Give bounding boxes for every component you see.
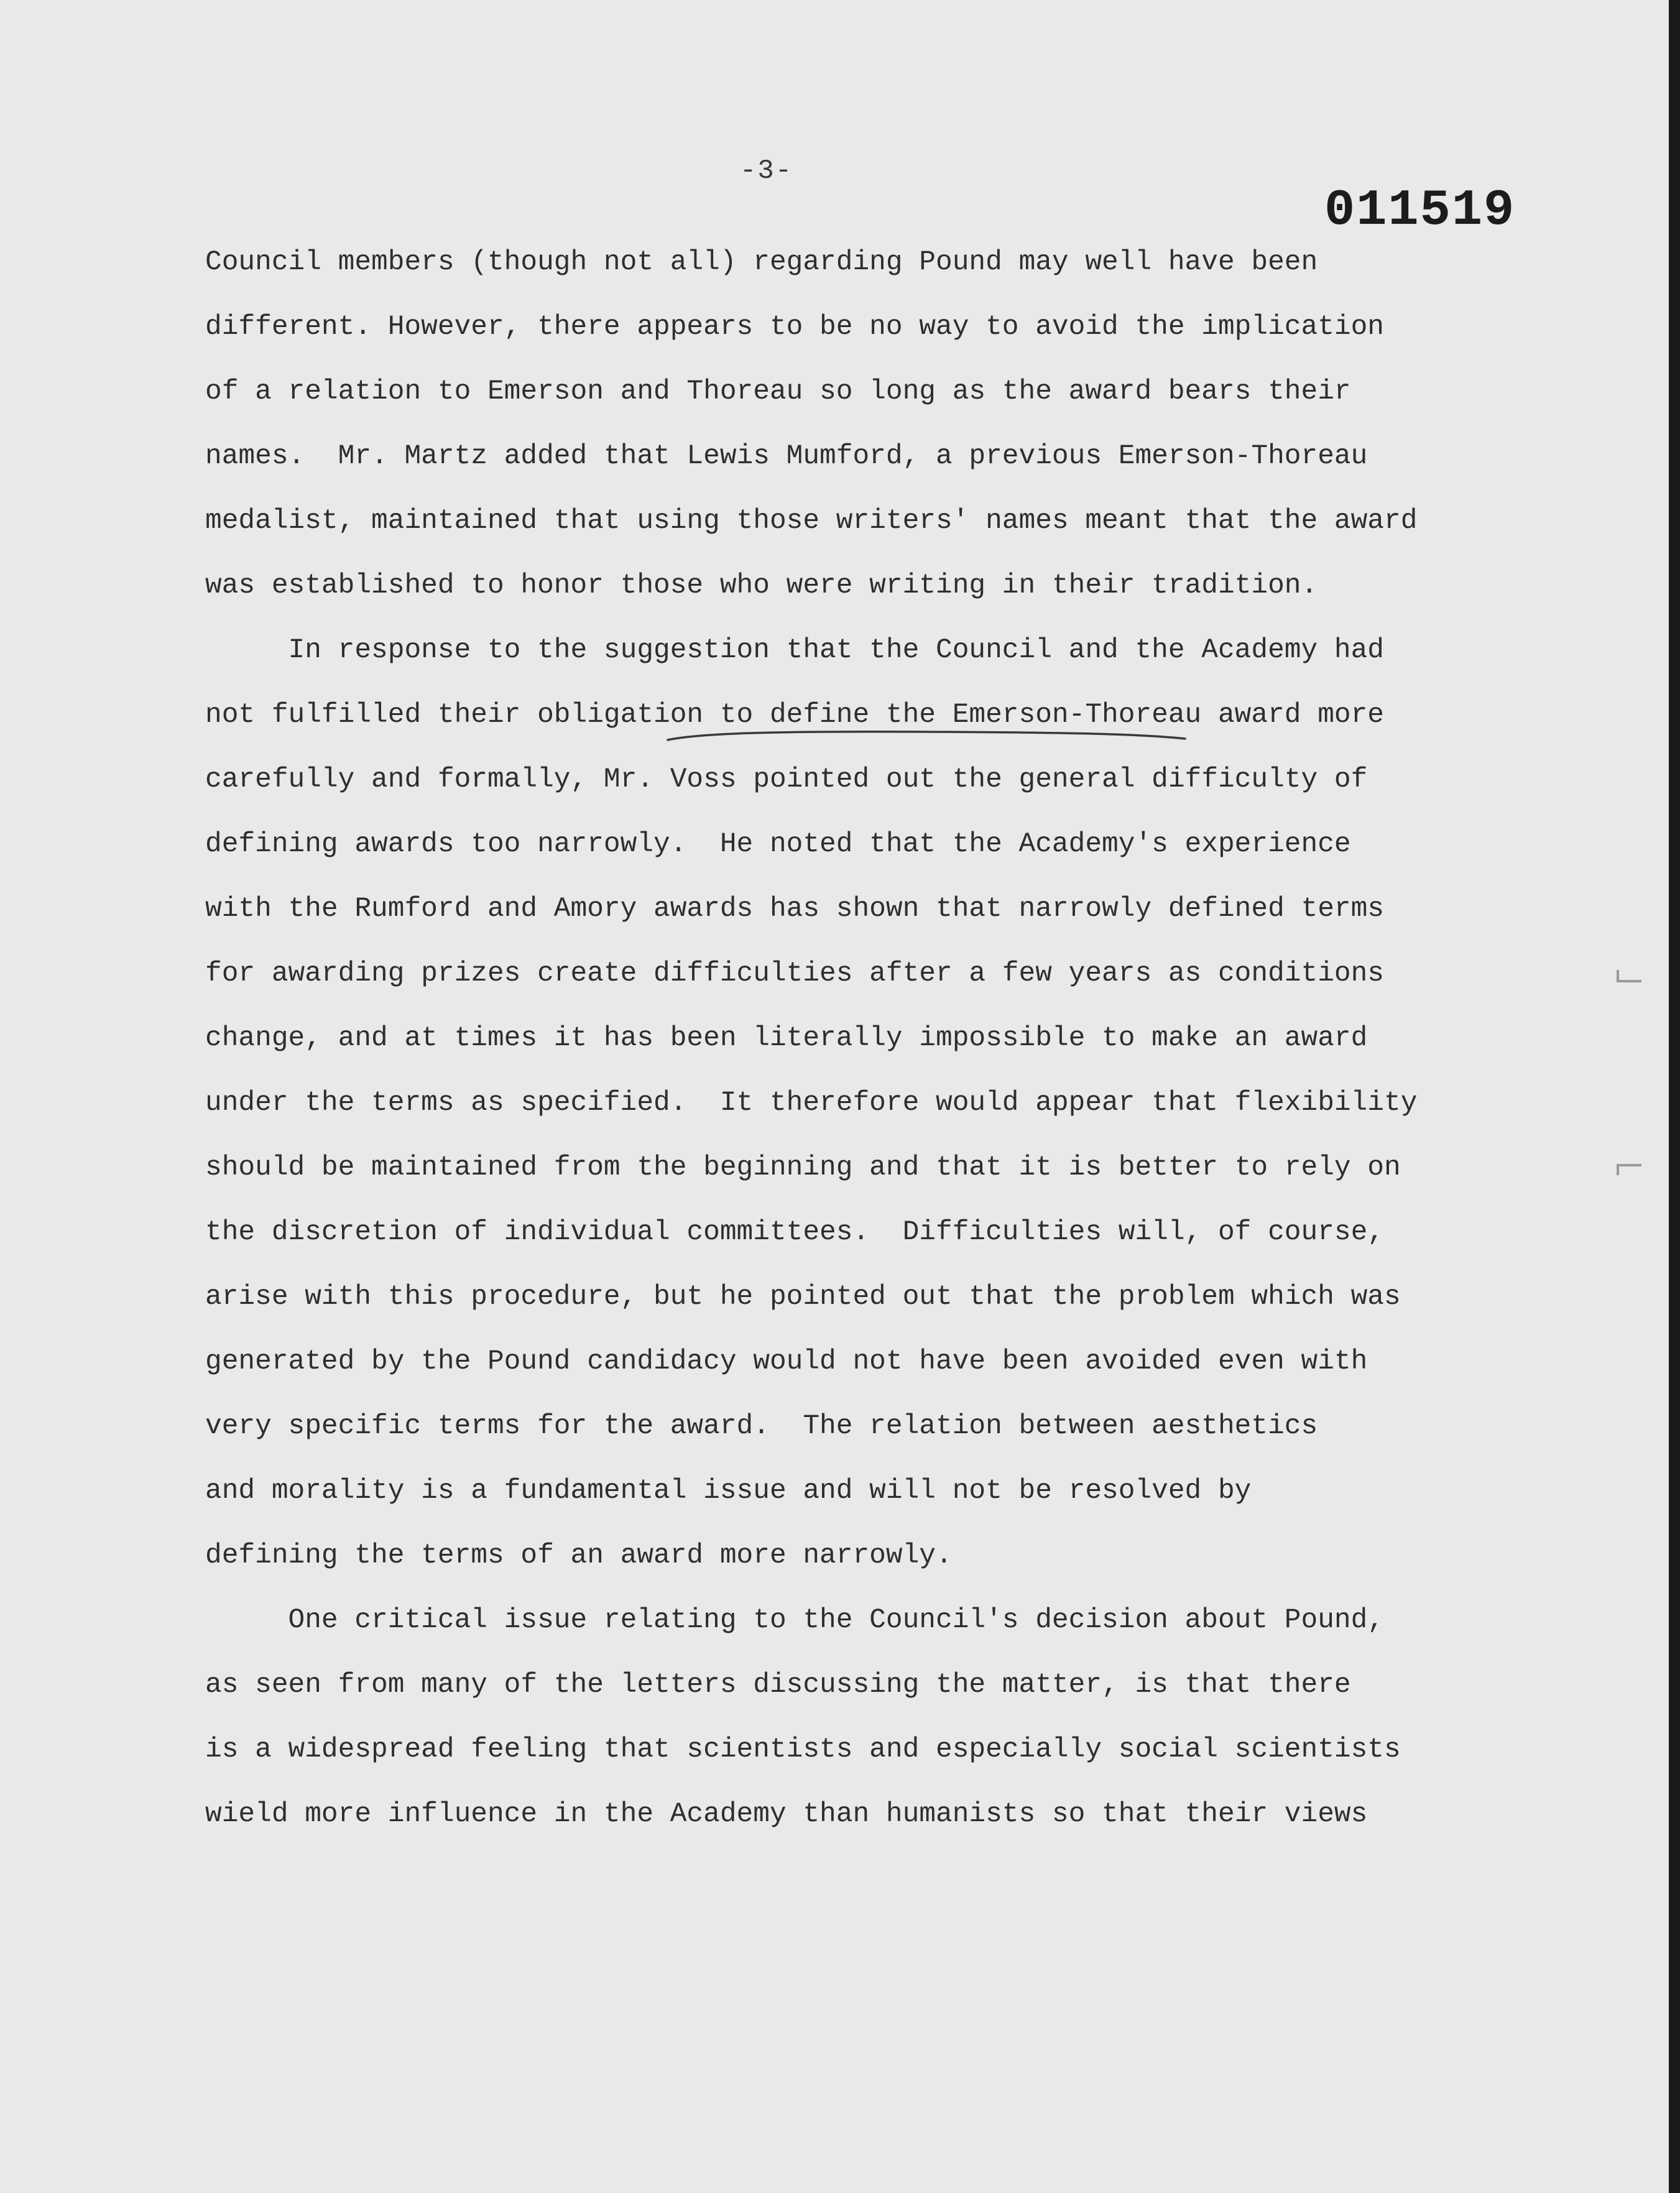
text-line: not fulfilled their obligation to define the Emerson-Thoreau award more [205,699,1385,731]
text-line: names. Mr. Martz added that Lewis Mumford, a previous Emerson-Thoreau [205,441,1368,472]
text-line: generated by the Pound candidacy would not have been avoided even with [205,1346,1368,1377]
margin-mark [1617,980,1641,982]
text-line: In response to the suggestion that the Council and the Academy had [205,635,1385,666]
text-line: under the terms as specified. It therefore would appear that flexibility [205,1087,1418,1119]
document-id-stamp: 011519 [1324,182,1516,239]
text-line: was established to honor those who were writing in their tradition. [205,570,1318,601]
text-line: One critical issue relating to the Council's decision about Pound, [205,1605,1385,1636]
text-line: defining the terms of an award more narrowly. [205,1540,953,1571]
text-line: Council members (though not all) regarding Pound may well have been [205,247,1318,278]
text-line: with the Rumford and Amory awards has shown that narrowly defined terms [205,893,1385,925]
text-line: carefully and formally, Mr. Voss pointed out the general difficulty of [205,764,1368,795]
text-line: for awarding prizes create difficulties after a few years as conditions [205,958,1385,989]
text-line: defining awards too narrowly. He noted that the Academy's experience [205,829,1351,860]
text-line: medalist, maintained that using those writers' names meant that the award [205,506,1418,537]
margin-mark [1617,1164,1619,1175]
text-line: is a widespread feeling that scientists and especially social scientists [205,1734,1401,1765]
text-line: should be maintained from the beginning and that it is better to rely on [205,1152,1401,1183]
text-line: arise with this procedure, but he pointed out that the problem which was [205,1281,1401,1313]
text-line: different. However, there appears to be no way to avoid the implication [205,312,1385,343]
text-line: of a relation to Emerson and Thoreau so long as the award bears their [205,376,1351,407]
text-line: the discretion of individual committees. Difficulties will, of course, [205,1217,1385,1248]
text-line: wield more influence in the Academy than humanists so that their views [205,1799,1368,1830]
text-line: and morality is a fundamental issue and will not be resolved by [205,1475,1252,1507]
text-line: change, and at times it has been literally impossible to make an award [205,1023,1368,1054]
text-line: very specific terms for the award. The relation between aesthetics [205,1411,1318,1442]
handwritten-underline [665,726,1188,745]
page-number: -3- [740,155,793,187]
margin-mark [1617,1164,1641,1166]
text-line: as seen from many of the letters discussing the matter, is that there [205,1669,1351,1701]
scan-edge [1669,0,1680,2193]
